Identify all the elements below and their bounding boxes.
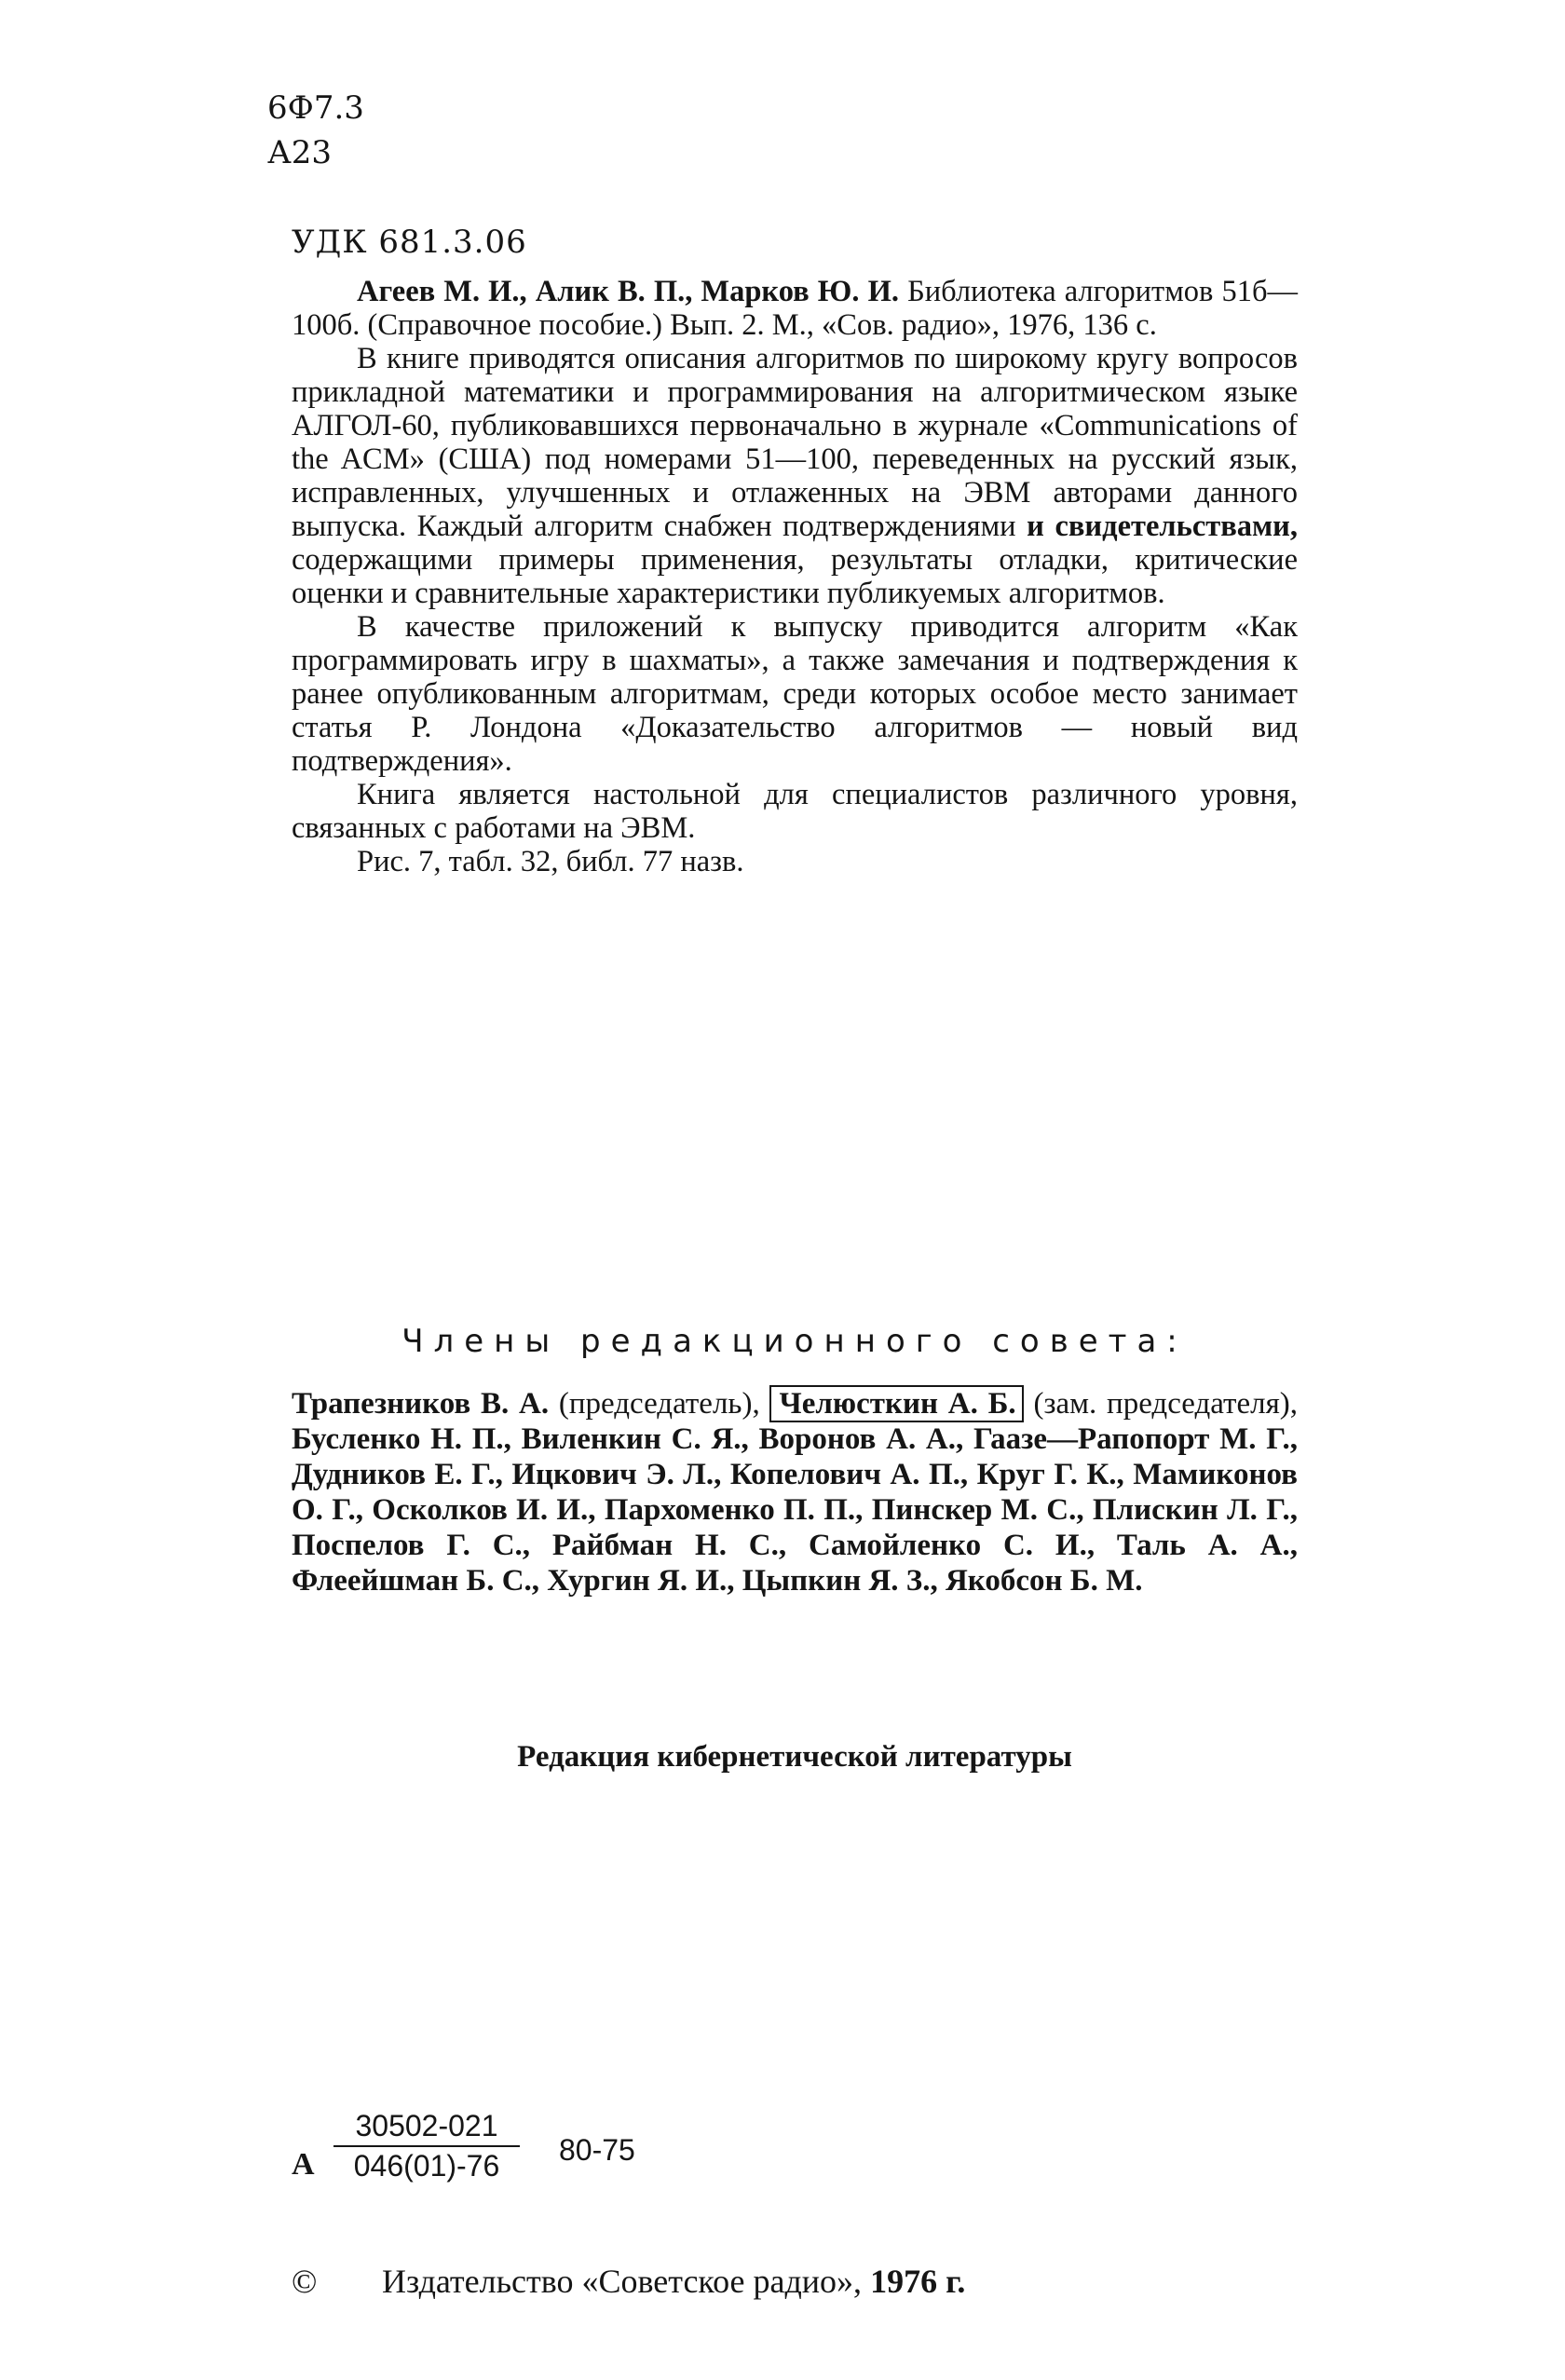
abstract-paragraph-1: [292, 342, 1298, 610]
council-member-list: Бусленко Н. П., Виленкин С. Я., Воронов А. А., Гаазе—Рапопорт М. Г., Дудников Е. Г., Ицкович Э. Л., Копелович А. П., Круг Г. К., Мамиконов О. Г., Осколков И. И., Пархоменко П. П., Пинскер М. С., Плискин Л. Г., Поспелов Г. С., Райбман Н. С., Самойленко С. И., Таль А. А., Флеейшман Б. С., Хургин Я. И., Цыпкин Я. З., Якобсон Б. М.: [292, 1422, 1298, 1598]
publishing-code-letter: А: [292, 2147, 315, 2182]
abstract-text-1c: содержащими примеры применения, результаты отладки, критические оценки и сравнительные характеристики публикуемых алгоритмов.: [292, 543, 1298, 610]
council-chair-role: (председатель),: [558, 1387, 760, 1421]
abstract-stats: Рис. 7, табл. 32, библ. 77 назв.: [357, 845, 744, 878]
publishing-code-side: 80-75: [559, 2133, 635, 2167]
class-code-line-1: 6Ф7.3: [267, 89, 364, 127]
abstract-block: [292, 275, 1298, 878]
publishing-code-numerator: 30502-021: [333, 2109, 520, 2147]
abstract-paragraph-2: В качестве приложений к выпуску приводится алгоритм «Как программировать игру в шахматы», а также замечания и подтверждения к ранее опубликованным алгоритмам, среди которых особое место занимает статья Р. Лондона «Доказательство алгоритмов — новый вид подтверждения».: [292, 610, 1298, 778]
council-title: Члены редакционного совета:: [401, 1323, 1188, 1360]
copyright-icon: ©: [292, 2263, 318, 2300]
council-deputy-role: (зам. председателя),: [1033, 1387, 1299, 1421]
council-members: [292, 1386, 1298, 1598]
copyright-line: [292, 2262, 965, 2301]
copyright-publisher: Издательство «Советское радио»,: [382, 2263, 863, 2300]
abstract-text-1a: В книге приводятся описания алгоритмов по широкому кругу вопросов прикладной математики и программирования на алгоритмическом языке АЛГОЛ-60, публиковавшихся первоначально в журнале «Communications of the ACM» (США) под номерами 51—100, переведенных на русский язык, исправленных, улучшенных и отлаженных на ЭВМ авторами данного выпуска. Каждый алгоритм снабжен подтверждениями: [292, 342, 1298, 543]
abstract-text-1b: и свидетельствами,: [1027, 510, 1299, 543]
publishing-code-denominator: 046(01)-76: [353, 2149, 500, 2183]
classification-code: [267, 86, 364, 175]
class-code-line-2: А23: [267, 134, 333, 171]
publishing-code-fraction: [333, 2109, 520, 2183]
udk-code: УДК 681.3.06: [292, 224, 527, 261]
bibliographic-entry: [292, 275, 1298, 342]
copyright-year: 1976 г.: [870, 2263, 966, 2300]
abstract-paragraph-3: Книга является настольной для специалистов различного уровня, связанных с работами на ЭВМ.: [292, 778, 1298, 845]
authors: Агеев М. И., Алик В. П., Марков Ю. И.: [357, 275, 899, 308]
editorial-office: Редакция кибернетической литературы: [517, 1740, 1072, 1774]
council-chair: Трапезников В. А.: [292, 1387, 550, 1421]
citation: Библиотека алгоритмов 51б—100б. (Справочное пособие.) Вып. 2. М., «Сов. радио», 1976, 136 с.: [292, 275, 1299, 342]
council-deputy: Челюсткин А. Б.: [769, 1385, 1023, 1422]
